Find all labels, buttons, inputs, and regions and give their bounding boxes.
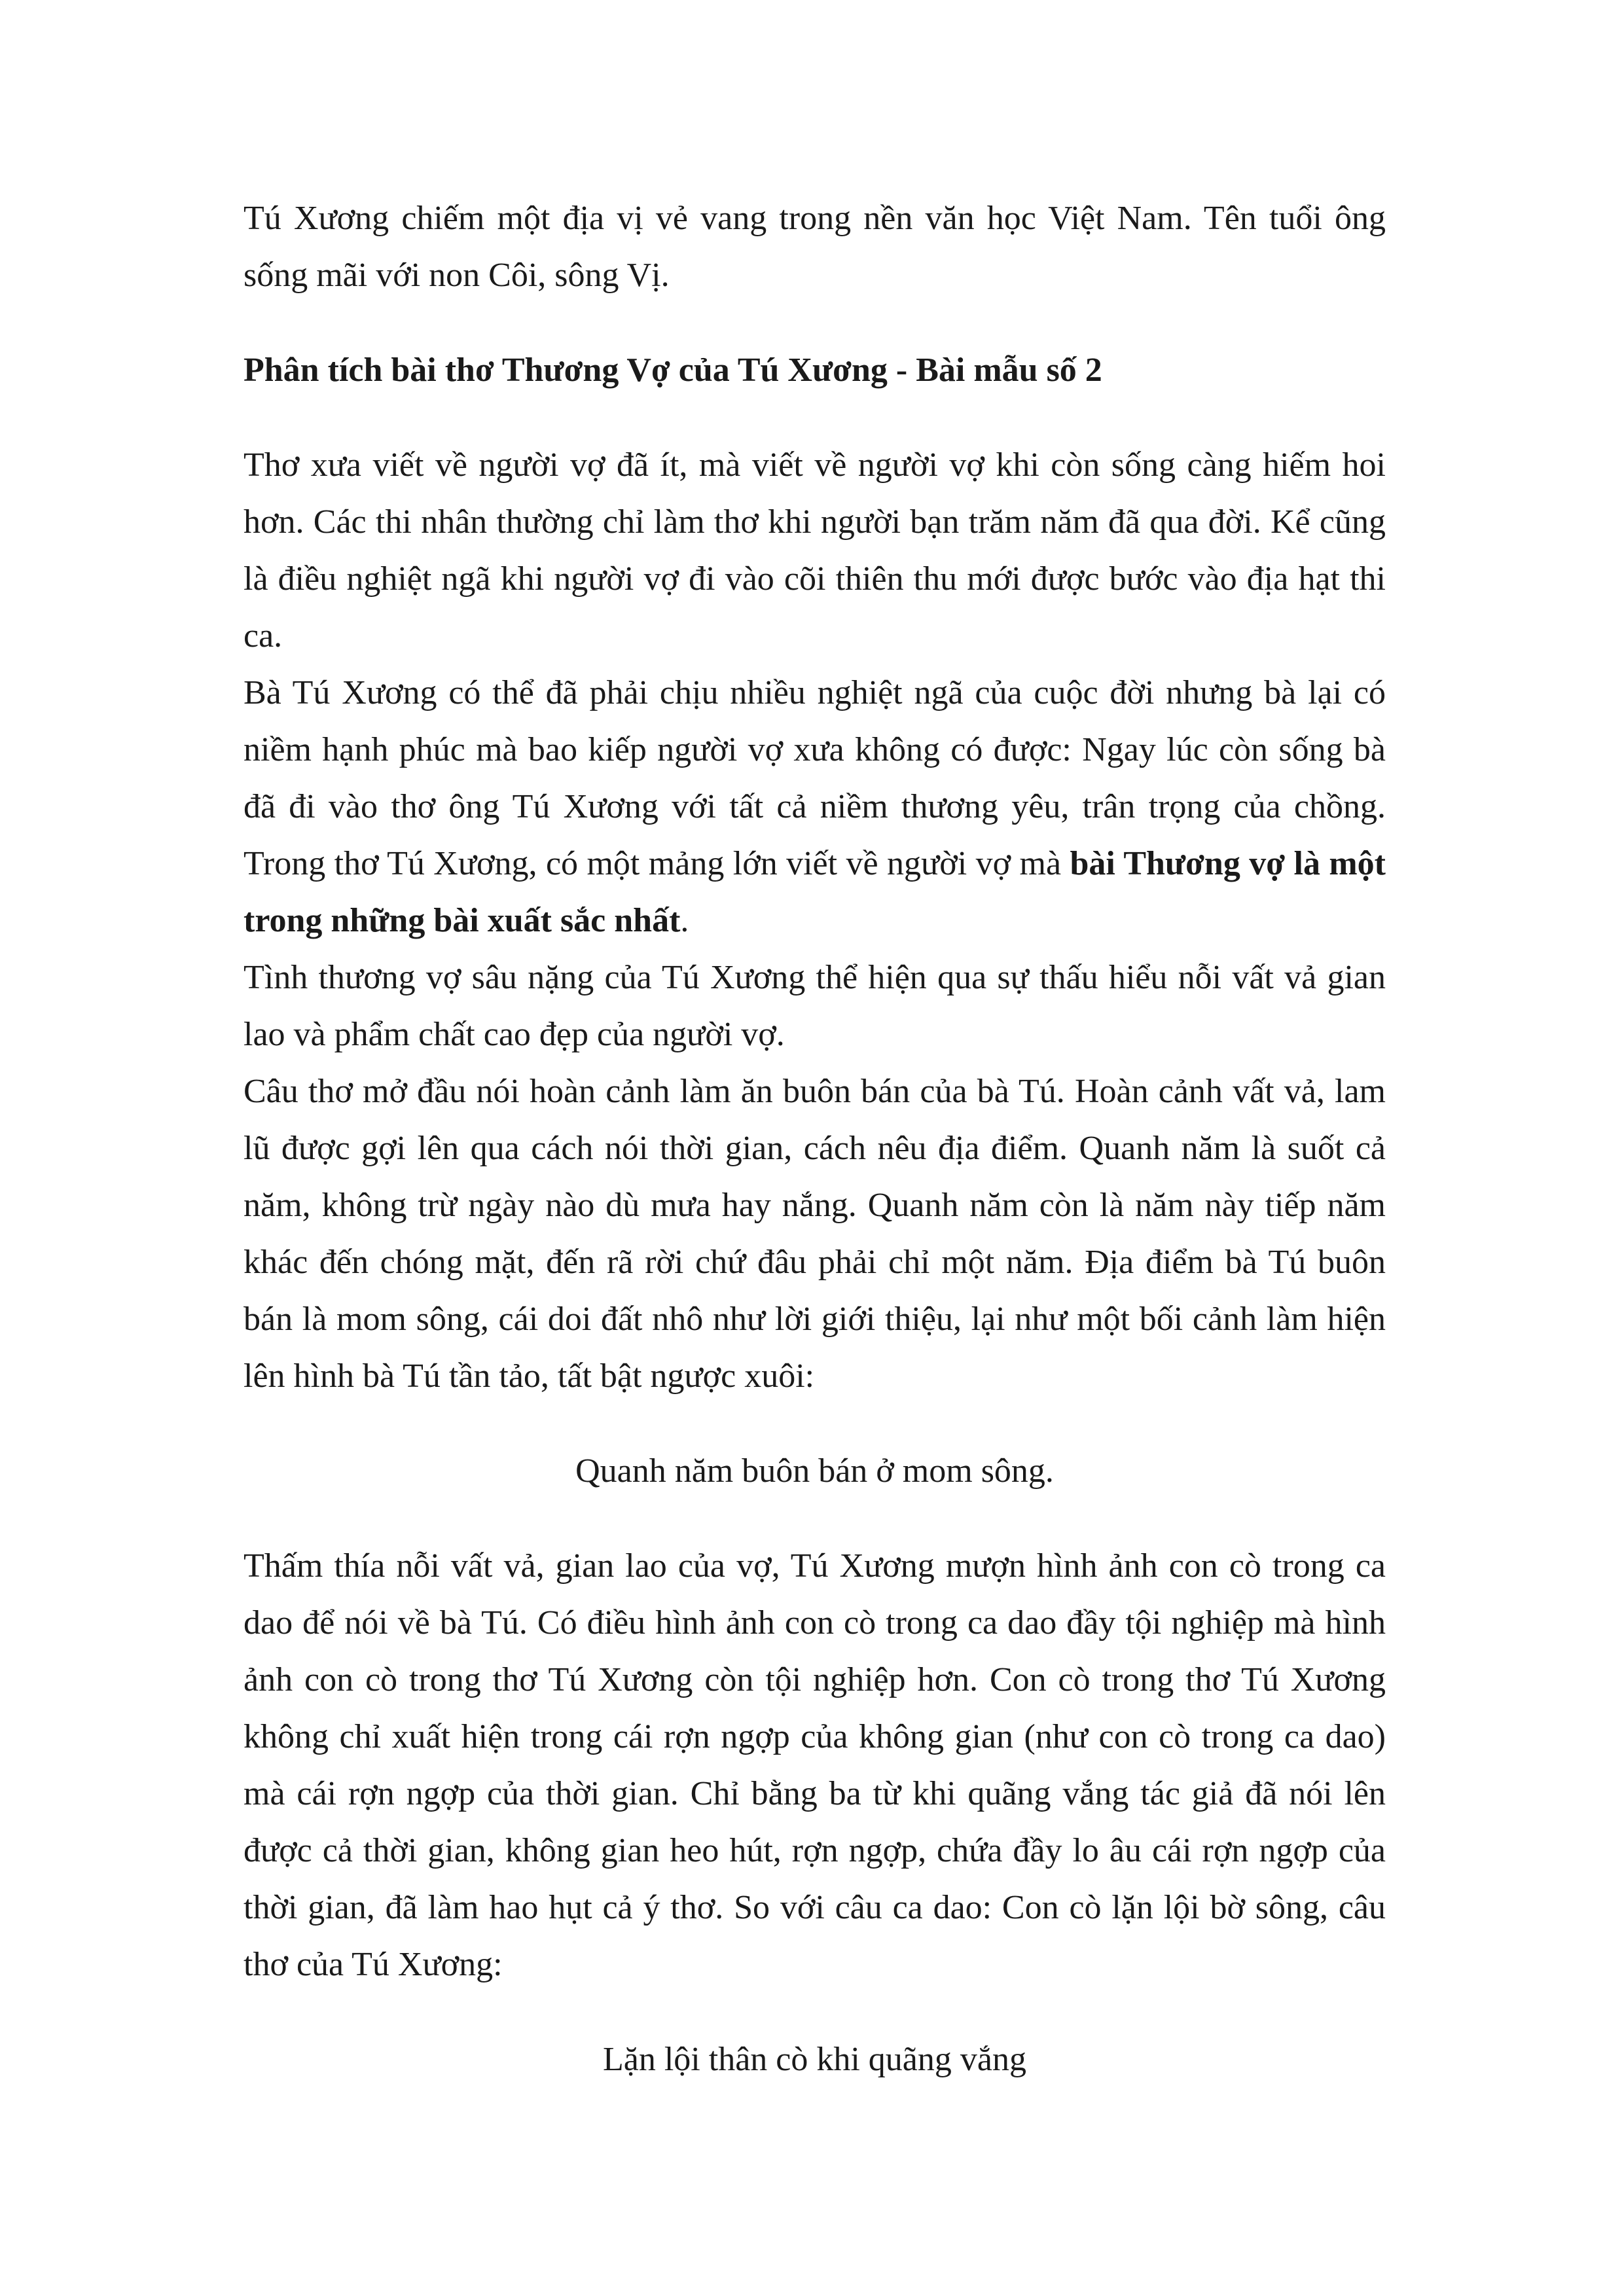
spacer xyxy=(244,1499,1386,1537)
verse-line-1: Quanh năm buôn bán ở mom sông. xyxy=(575,1452,1054,1490)
verse-line-2: Lặn lội thân cò khi quãng vắng xyxy=(603,2041,1026,2078)
paragraph-2-text: Bà Tú Xương có thể đã phải chịu nhiều nghiệt ngã của cuộc đời nhưng bà lại có niềm hạnh phúc mà bao kiếp người vợ xưa không có được: Ngay lúc còn sống bà đã đi vào thơ ông Tú Xương với tất cả niềm thương yêu, trân trọng của chồng. Trong thơ Tú Xương, có một mảng lớn viết về người vợ mà xyxy=(244,674,1386,882)
spacer xyxy=(244,1405,1386,1443)
paragraph-3: Tình thương vợ sâu nặng của Tú Xương thể hiện qua sự thấu hiểu nỗi vất vả gian lao và phẩm chất cao đẹp của người vợ. xyxy=(244,959,1386,1053)
spacer xyxy=(244,399,1386,437)
paragraph-2 xyxy=(244,664,1386,949)
paragraph-4: Câu thơ mở đầu nói hoàn cảnh làm ăn buôn bán của bà Tú. Hoàn cảnh vất vả, lam lũ được gợi lên qua cách nói thời gian, cách nêu địa điểm. Quanh năm là suốt cả năm, không trừ ngày nào dù mưa hay nắng. Quanh năm còn là năm này tiếp năm khác đến chóng mặt, đến rã rời chứ đâu phải chỉ một năm. Địa điểm bà Tú buôn bán là mom sông, cái doi đất nhô như lời giới thiệu, lại như một bối cảnh làm hiện lên hình bà Tú tần tảo, tất bật ngược xuôi: xyxy=(244,1073,1386,1395)
intro-paragraph: Tú Xương chiếm một địa vị vẻ vang trong nền văn học Việt Nam. Tên tuổi ông sống mãi với non Côi, sông Vị. xyxy=(244,200,1386,294)
section-heading: Phân tích bài thơ Thương Vợ của Tú Xương - Bài mẫu số 2 xyxy=(244,351,1102,389)
paragraph-1: Thơ xưa viết về người vợ đã ít, mà viết về người vợ khi còn sống càng hiếm hoi hơn. Các thi nhân thường chỉ làm thơ khi người bạn trăm năm đã qua đời. Kể cũng là điều nghiệt ngã khi người vợ đi vào cõi thiên thu mới được bước vào địa hạt thi ca. xyxy=(244,446,1386,655)
spacer xyxy=(244,304,1386,342)
paragraph-2-bold: bài Thương vợ là một trong những bài xuất sắc nhất xyxy=(244,845,1386,939)
document-page xyxy=(244,190,1386,2088)
paragraph-2-end: . xyxy=(680,902,689,939)
paragraph-5: Thấm thía nỗi vất vả, gian lao của vợ, Tú Xương mượn hình ảnh con cò trong ca dao để nói về bà Tú. Có điều hình ảnh con cò trong ca dao đầy tội nghiệp mà hình ảnh con cò trong thơ Tú Xương còn tội nghiệp hơn. Con cò trong thơ Tú Xương không chỉ xuất hiện trong cái rợn ngợp của không gian (như con cò trong ca dao) mà cái rợn ngợp của thời gian. Chỉ bằng ba từ khi quãng vắng tác giả đã nói lên được cả thời gian, không gian heo hút, rợn ngợp, chứa đầy lo âu cái rợn ngợp của thời gian, đã làm hao hụt cả ý thơ. So với câu ca dao: Con cò lặn lội bờ sông, câu thơ của Tú Xương: xyxy=(244,1547,1386,1983)
spacer xyxy=(244,1993,1386,2031)
